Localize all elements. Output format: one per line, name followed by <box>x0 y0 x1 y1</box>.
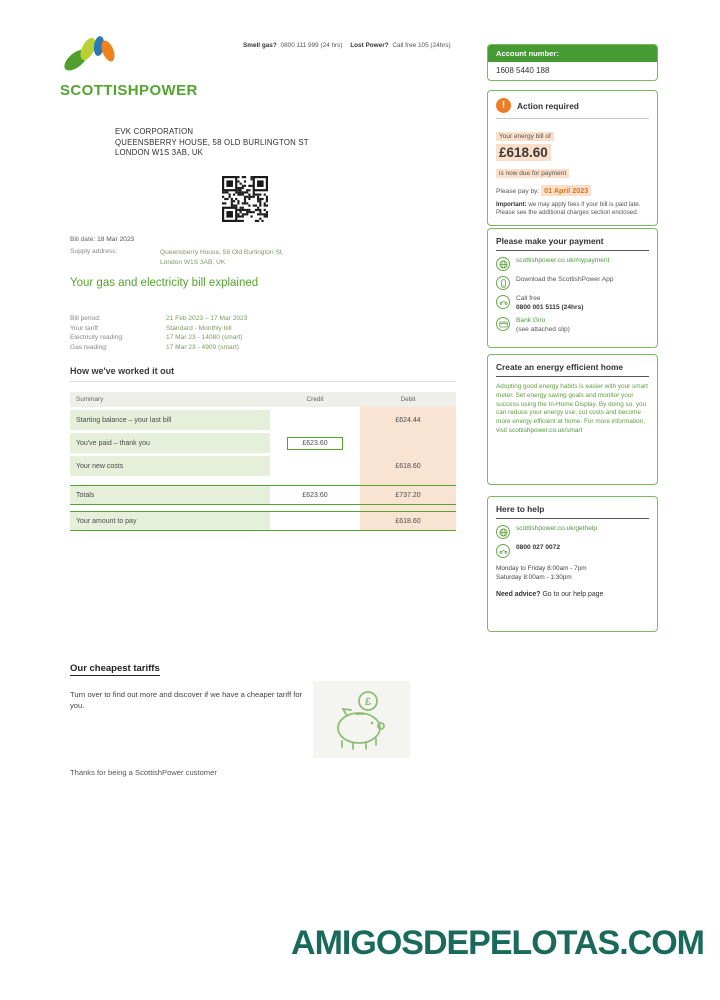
table-row: Your new costs £618.60 <box>70 456 456 476</box>
recipient-address <box>115 127 309 159</box>
recipient-line-3: LONDON W1S 3AB, UK <box>115 148 204 157</box>
table-row: Starting balance – your last bill £624.44 <box>70 410 456 430</box>
divider <box>496 118 649 119</box>
smart-link[interactable]: scottishpower.co.uk/smart <box>508 426 583 434</box>
header-summary: Summary <box>76 396 104 403</box>
lost-power-label: Lost Power? <box>350 42 389 49</box>
scottishpower-flame-icon <box>60 34 138 76</box>
payment-web-link[interactable]: scottishpower.co.uk/mypayment <box>516 257 610 264</box>
account-number-value: 1608 5440 188 <box>496 66 550 75</box>
help-phone-number: 0800 027 0072 <box>516 544 561 551</box>
scottishpower-logo <box>60 34 198 99</box>
recipient-line-2: QUEENSBERRY HOUSE, 58 OLD BURLINGTON ST <box>115 137 309 147</box>
supply-address-value: Queensberry House, 58 Old Burlington St, London W1S 3AB, UK <box>160 249 284 266</box>
need-advice-row <box>496 591 649 598</box>
smartphone-icon <box>496 276 510 290</box>
bill-explained-title: Your gas and electricity bill explained <box>70 277 259 289</box>
cheapest-tariffs-body: Turn over to find out more and discover if we have a cheaper tariff for you. <box>70 690 303 710</box>
help-page-link[interactable]: Go to our help page <box>542 591 604 598</box>
detail-electricity-reading: Electricity reading: 17 Mar 23 - 14080 (smart) <box>70 334 243 341</box>
late-fee-note: Important: we may apply fees if your bill is paid late. Please see the additional charges section enclosed. <box>496 201 641 217</box>
help-title: Here to help <box>496 504 649 519</box>
table-row-amount-to-pay: Your amount to pay £618.60 <box>70 511 456 531</box>
bill-due-line1: Your energy bill of <box>496 132 554 141</box>
header-credit: Credit <box>306 396 324 403</box>
smell-gas-label: Smell gas? <box>243 42 277 49</box>
smell-gas-number: 0800 111 999 (24 hrs) <box>280 42 343 49</box>
piggy-bank-icon <box>326 689 398 751</box>
detail-tariff: Your tariff: Standard - Monthly bill <box>70 324 232 332</box>
alert-icon: ! <box>496 98 511 113</box>
payment-title: Please make your payment <box>496 236 649 251</box>
table-row: You've paid – thank you £623.60 <box>70 433 456 453</box>
watermark: AMIGOSDEPELOTAS.COM <box>291 924 704 962</box>
cheapest-tariffs-title: Our cheapest tariffs <box>70 663 160 674</box>
table-header-row <box>70 392 456 407</box>
worked-out-title: How we've worked it out <box>70 366 456 382</box>
piggy-bank-illustration <box>313 681 410 758</box>
bill-due-line2: is now due for payment <box>496 169 569 178</box>
detail-gas-reading: Gas reading: 17 Mar 23 - 4909 (smart) <box>70 343 239 351</box>
supply-address <box>70 248 284 267</box>
lost-power-number: Call free 105 (24hrs) <box>392 42 451 49</box>
bill-summary-table <box>70 392 456 531</box>
help-web-option <box>496 525 649 539</box>
bank-giro-label: Bank Giro <box>516 317 546 325</box>
payment-app-option <box>496 276 649 290</box>
bill-date-label: Bill date: <box>70 236 96 243</box>
bank-giro-note: (see attached slip) <box>516 325 570 333</box>
pay-by-label: Please pay by: <box>496 188 540 195</box>
bill-details <box>70 314 247 352</box>
thanks-message: Thanks for being a ScottishPower customer <box>70 768 217 777</box>
qr-code <box>222 176 268 222</box>
recipient-line-1: EVK CORPORATION <box>115 127 194 136</box>
payment-bank-option <box>496 317 649 334</box>
payment-app-text: Download the ScottishPower App <box>516 276 614 283</box>
opening-hours: Monday to Friday 8:00am - 7pm Saturday 8:00am - 1:30pm <box>496 565 587 581</box>
bill-due-amount: £618.60 <box>496 144 551 161</box>
account-number-box <box>487 44 658 81</box>
payment-call-option <box>496 295 649 312</box>
paid-amount-highlight: £623.60 <box>287 437 342 450</box>
supply-address-label: Supply address: <box>70 248 118 255</box>
payment-web-option <box>496 257 649 271</box>
bill-date <box>70 236 134 243</box>
payment-options-box <box>487 228 658 348</box>
brand-name: SCOTTISHPOWER <box>60 82 198 99</box>
account-number-label: Account number: <box>488 45 657 62</box>
globe-icon <box>496 525 510 539</box>
emergency-contacts <box>243 42 473 49</box>
call-free-label: Call free <box>516 295 541 302</box>
pay-by-row <box>496 186 649 195</box>
header-debit: Debit <box>400 396 416 403</box>
phone-icon <box>496 544 510 558</box>
svg-text:£: £ <box>364 695 371 708</box>
pay-by-date: 01 April 2023 <box>541 185 591 196</box>
bank-card-icon <box>496 317 510 331</box>
action-required-title: Action required <box>517 100 579 111</box>
table-row-totals: Totals £623.60 £737.20 <box>70 485 456 505</box>
phone-icon <box>496 295 510 309</box>
call-free-number: 0800 001 5115 (24hrs) <box>516 303 584 311</box>
energy-efficient-body: Adopting good energy habits is easier with your smart meter. Set energy saving goals and monitor your success using the In-Home Display. By doing so, you can reduce your energy use, cut costs and become more energy efficient at home. For more information, visit <box>496 383 649 434</box>
globe-icon <box>496 257 510 271</box>
help-phone-option <box>496 544 649 558</box>
help-web-link[interactable]: scottishpower.co.uk/gethelp <box>516 525 598 532</box>
detail-bill-period: Bill period: 21 Feb 2023 – 17 Mar 2023 <box>70 315 248 322</box>
bill-date-value: 18 Mar 2023 <box>97 236 135 243</box>
action-required-box <box>487 90 658 226</box>
need-advice-label: Need advice? <box>496 591 541 598</box>
energy-efficient-box <box>487 354 658 485</box>
here-to-help-box <box>487 496 658 632</box>
energy-efficient-title: Create an energy efficient home <box>496 362 649 377</box>
